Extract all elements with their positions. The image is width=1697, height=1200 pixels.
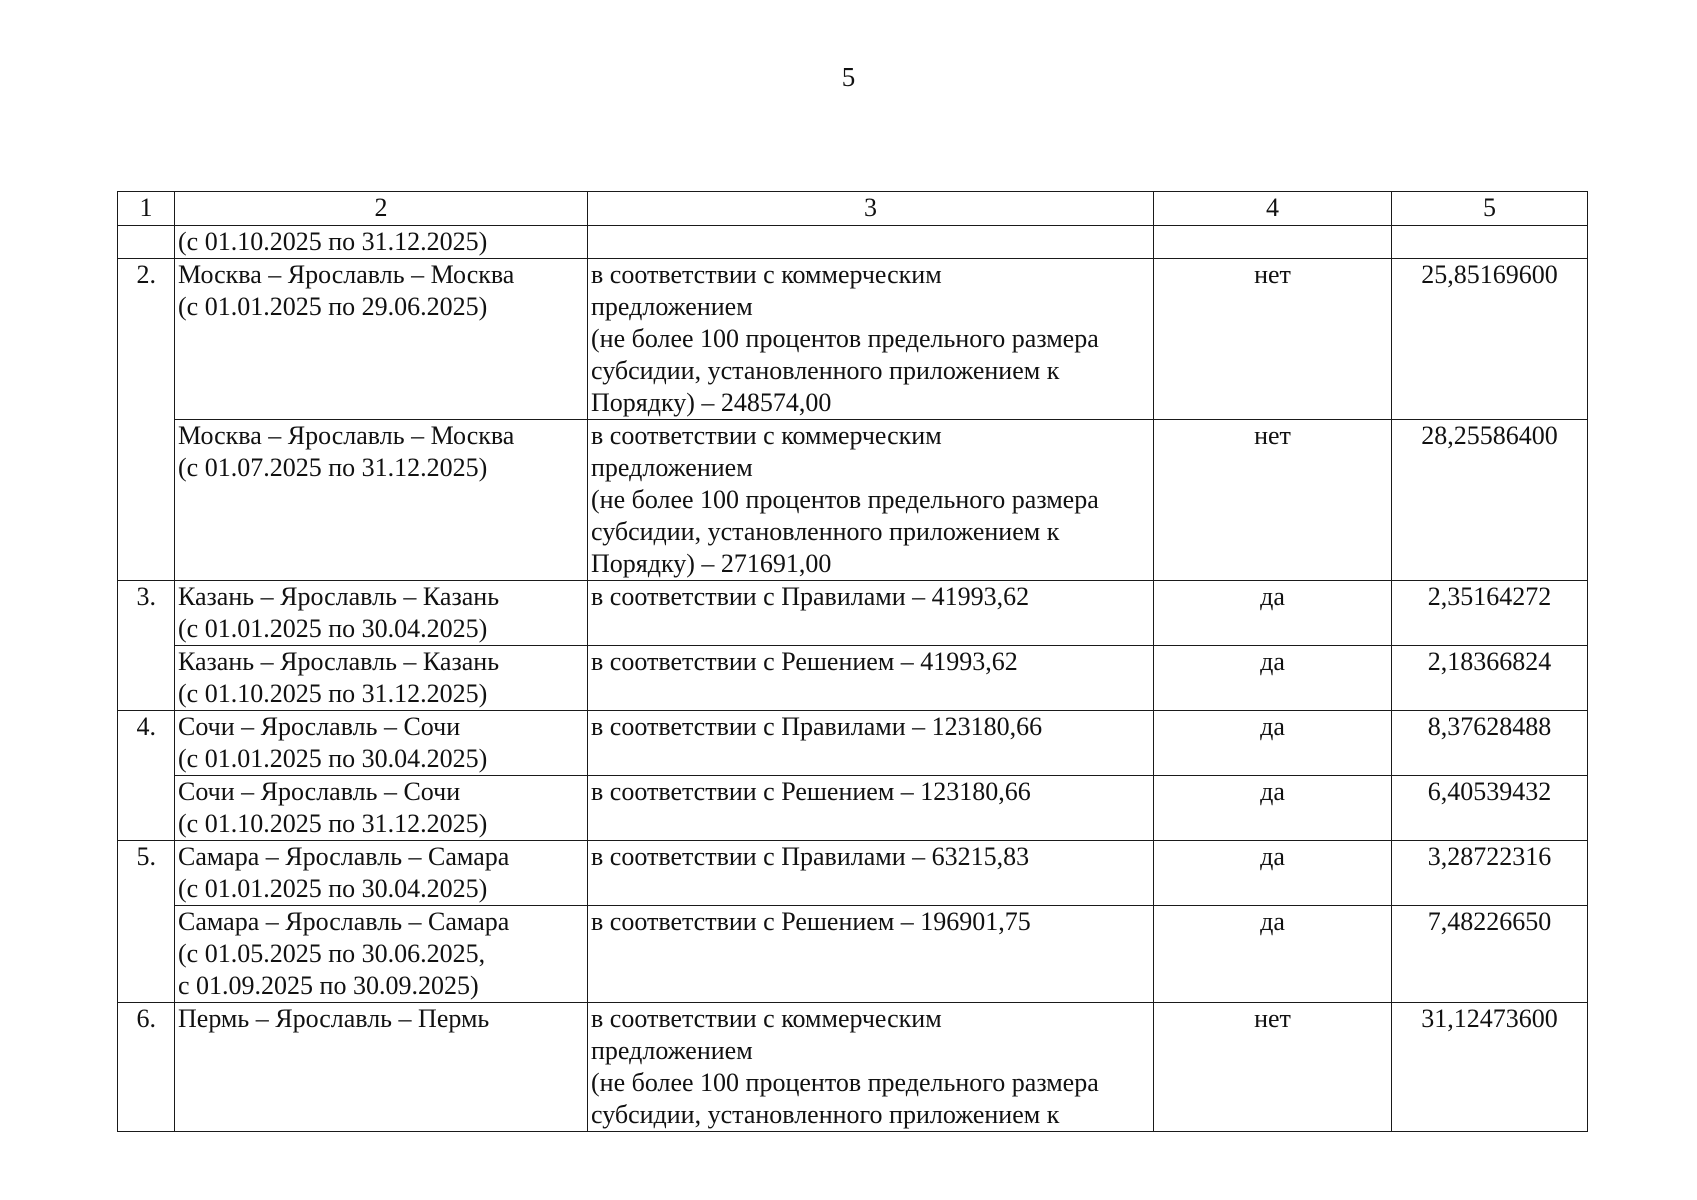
basis-cell-line: в соответствии с коммерческим xyxy=(591,421,942,450)
carry-period-cell: (с 01.10.2025 по 31.12.2025) xyxy=(175,226,588,259)
flag-cell: нет xyxy=(1154,1003,1392,1132)
route-cell xyxy=(175,776,588,841)
route-cell-line: (с 01.07.2025 по 31.12.2025) xyxy=(178,453,488,482)
table-row xyxy=(118,776,1588,841)
basis-cell-line: (не более 100 процентов предельного размера xyxy=(591,485,1099,514)
flag-cell: да xyxy=(1154,841,1392,906)
basis-cell-line: субсидии, установленного приложением к xyxy=(591,1100,1060,1129)
basis-cell-line: в соответствии с Решением – 41993,62 xyxy=(591,647,1018,676)
basis-cell-line: субсидии, установленного приложением к xyxy=(591,517,1060,546)
basis-cell xyxy=(588,906,1154,1003)
header-col-3: 3 xyxy=(588,192,1154,226)
flag-cell: нет xyxy=(1154,420,1392,581)
basis-cell-line: в соответствии с коммерческим xyxy=(591,260,942,289)
carry-num-cell xyxy=(118,226,175,259)
page-number: 5 xyxy=(841,62,856,92)
basis-cell-line: в соответствии с Решением – 196901,75 xyxy=(591,907,1031,936)
route-cell-line: (с 01.01.2025 по 30.04.2025) xyxy=(178,744,488,773)
value-cell: 7,48226650 xyxy=(1392,906,1588,1003)
route-cell-line: Сочи – Ярославль – Сочи xyxy=(178,712,461,741)
basis-cell-line: в соответствии с Правилами – 41993,62 xyxy=(591,582,1030,611)
basis-cell-line: в соответствии с Решением – 123180,66 xyxy=(591,777,1031,806)
table-row xyxy=(118,259,1588,420)
route-cell xyxy=(175,420,588,581)
row-number-cell: 4. xyxy=(118,711,175,841)
flag-cell: нет xyxy=(1154,259,1392,420)
route-cell-line: Сочи – Ярославль – Сочи xyxy=(178,777,461,806)
header-col-1: 1 xyxy=(118,192,175,226)
route-cell-line: Казань – Ярославль – Казань xyxy=(178,582,500,611)
route-cell xyxy=(175,906,588,1003)
route-cell-line: с 01.09.2025 по 30.09.2025) xyxy=(178,971,479,1000)
table-header-row xyxy=(118,192,1588,226)
route-cell xyxy=(175,711,588,776)
basis-cell xyxy=(588,1003,1154,1132)
value-cell: 28,25586400 xyxy=(1392,420,1588,581)
basis-cell-line: предложением xyxy=(591,453,753,482)
route-cell-line: (с 01.01.2025 по 30.04.2025) xyxy=(178,874,488,903)
basis-cell xyxy=(588,711,1154,776)
row-number-cell: 5. xyxy=(118,841,175,1003)
basis-cell-line: (не более 100 процентов предельного размера xyxy=(591,1068,1099,1097)
table-row xyxy=(118,420,1588,581)
subsidy-table xyxy=(117,191,1588,1132)
route-cell-line: (с 01.05.2025 по 30.06.2025, xyxy=(178,939,486,968)
route-cell-line: (с 01.01.2025 по 29.06.2025) xyxy=(178,292,488,321)
route-cell-line: Москва – Ярославль – Москва xyxy=(178,421,515,450)
basis-cell-line: в соответствии с Правилами – 63215,83 xyxy=(591,842,1030,871)
carry-value-cell xyxy=(1392,226,1588,259)
basis-cell-line: субсидии, установленного приложением к xyxy=(591,356,1060,385)
table-row xyxy=(118,841,1588,906)
row-number-cell: 3. xyxy=(118,581,175,711)
table-row xyxy=(118,906,1588,1003)
value-cell: 25,85169600 xyxy=(1392,259,1588,420)
basis-cell-line: (не более 100 процентов предельного размера xyxy=(591,324,1099,353)
basis-cell-line: предложением xyxy=(591,1036,753,1065)
basis-cell xyxy=(588,776,1154,841)
route-cell-line: Казань – Ярославль – Казань xyxy=(178,647,500,676)
route-cell xyxy=(175,581,588,646)
basis-cell-line: в соответствии с Правилами – 123180,66 xyxy=(591,712,1043,741)
basis-cell-line: в соответствии с коммерческим xyxy=(591,1004,942,1033)
value-cell: 3,28722316 xyxy=(1392,841,1588,906)
row-number-cell: 2. xyxy=(118,259,175,581)
route-cell-line: Москва – Ярославль – Москва xyxy=(178,260,515,289)
carry-flag-cell xyxy=(1154,226,1392,259)
route-cell xyxy=(175,1003,588,1132)
flag-cell: да xyxy=(1154,906,1392,1003)
table-row xyxy=(118,1003,1588,1132)
value-cell: 6,40539432 xyxy=(1392,776,1588,841)
basis-cell xyxy=(588,581,1154,646)
table-body xyxy=(118,192,1588,1132)
basis-cell xyxy=(588,646,1154,711)
carry-basis-cell xyxy=(588,226,1154,259)
route-cell-line: (с 01.10.2025 по 31.12.2025) xyxy=(178,809,488,838)
row-number-cell: 6. xyxy=(118,1003,175,1132)
basis-cell-line: Порядку) – 271691,00 xyxy=(591,549,832,578)
route-cell xyxy=(175,841,588,906)
route-cell-line: Пермь – Ярославль – Пермь xyxy=(178,1004,490,1033)
value-cell: 31,12473600 xyxy=(1392,1003,1588,1132)
route-cell xyxy=(175,646,588,711)
basis-cell xyxy=(588,420,1154,581)
flag-cell: да xyxy=(1154,581,1392,646)
basis-cell-line: Порядку) – 248574,00 xyxy=(591,388,832,417)
basis-cell xyxy=(588,841,1154,906)
basis-cell-line: предложением xyxy=(591,292,753,321)
value-cell: 2,35164272 xyxy=(1392,581,1588,646)
carry-over-row xyxy=(118,226,1588,259)
flag-cell: да xyxy=(1154,646,1392,711)
header-col-4: 4 xyxy=(1154,192,1392,226)
route-cell xyxy=(175,259,588,420)
route-cell-line: Самара – Ярославль – Самара xyxy=(178,842,510,871)
route-cell-line: (с 01.10.2025 по 31.12.2025) xyxy=(178,679,488,708)
flag-cell: да xyxy=(1154,711,1392,776)
value-cell: 8,37628488 xyxy=(1392,711,1588,776)
basis-cell xyxy=(588,259,1154,420)
value-cell: 2,18366824 xyxy=(1392,646,1588,711)
route-cell-line: (с 01.01.2025 по 30.04.2025) xyxy=(178,614,488,643)
route-cell-line: Самара – Ярославль – Самара xyxy=(178,907,510,936)
header-col-2: 2 xyxy=(175,192,588,226)
table-row xyxy=(118,711,1588,776)
table-row xyxy=(118,646,1588,711)
flag-cell: да xyxy=(1154,776,1392,841)
table-row xyxy=(118,581,1588,646)
header-col-5: 5 xyxy=(1392,192,1588,226)
